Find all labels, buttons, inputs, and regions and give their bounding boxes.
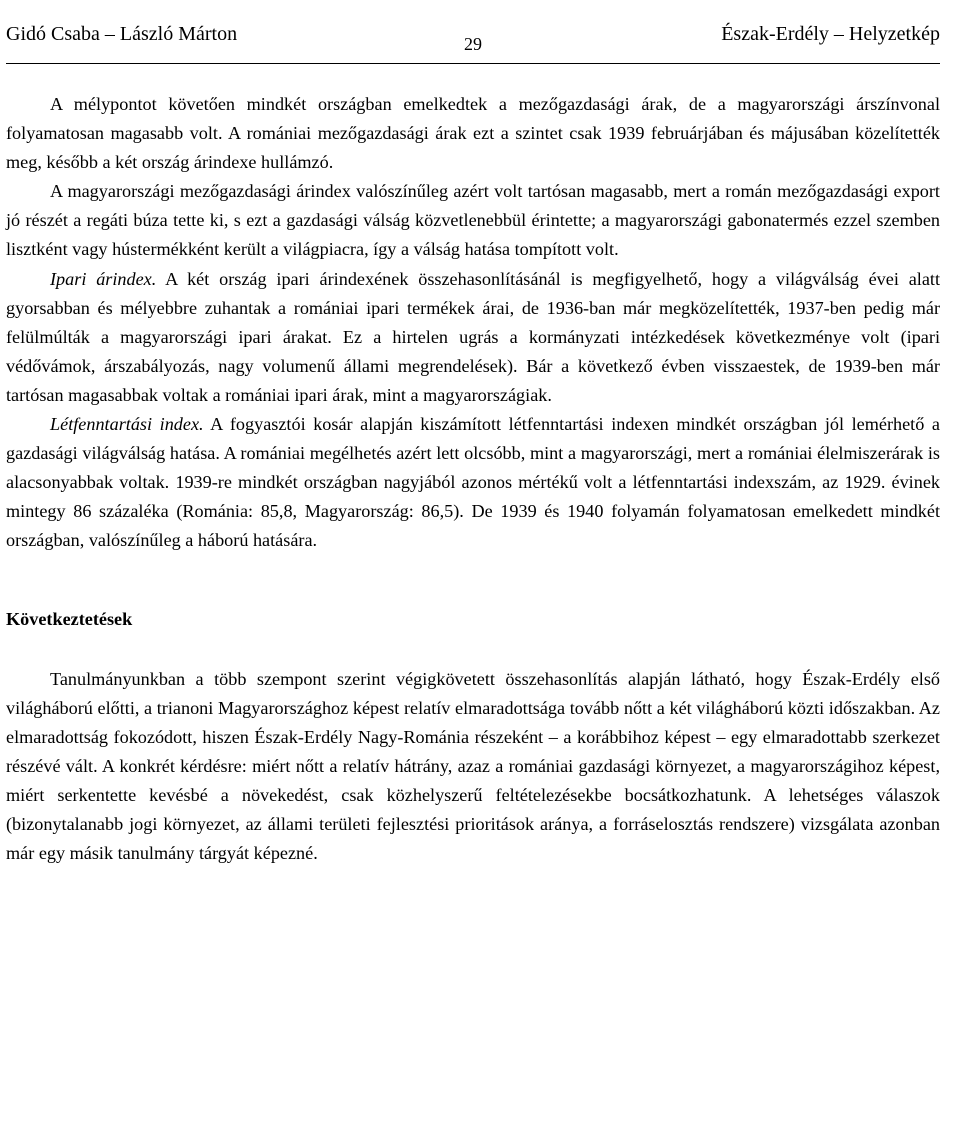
page-number: 29 — [464, 34, 482, 54]
section-heading: Következtetések — [6, 608, 133, 629]
paragraph-3 — [6, 265, 940, 410]
conclusion-paragraph — [6, 665, 940, 869]
header-rule — [6, 63, 940, 64]
paragraph-1 — [6, 90, 940, 177]
running-header — [6, 20, 940, 56]
body-text — [6, 90, 940, 868]
paragraph-3-text: A két ország ipari árindexének összehasonlításánál is megfigyelhető, hogy a világválság évei alatt gyorsabban és mélyebbre zuhantak a romániai ipari termékek árai, de 1936-ban már megközelítették, 1937-ben pedig már felülmúlták a magyarországi ipari árakat. Ez a hirtelen ugrás a kormányzati intézkedések következménye volt (ipari védővámok, árszabályozás, nagy volumenű állami megrendelések). Bár a következő évben visszaestek, de 1939-ben már tartósan magasabbak voltak a romániai ipari árak, mint a magyarországiak. — [6, 268, 940, 405]
document-page — [6, 0, 940, 1123]
paragraph-1-text: A mélypontot követően mindkét országban emelkedtek a mezőgazdasági árak, de a magyarországi árszínvonal folyamatosan magasabb volt. A romániai mezőgazdasági árak ezt a szintet csak 1939 februárjában és májusában közelítették meg, később a két ország árindexe hullámzó. — [6, 94, 940, 173]
paragraph-2-text: A magyarországi mezőgazdasági árindex valószínűleg azért volt tartósan magasabb, mert a román mezőgazdasági export jó részét a regáti búza tette ki, s ezt a gazdasági válság közvetlenebbül érintette; a magyarországi gabonatermés ezzel szemben lisztként vagy hústermékként került a világpiacra, így a válság hatása tompított volt. — [6, 181, 940, 260]
paragraph-4-text: A fogyasztói kosár alapján kiszámított létfenntartási indexen mindkét országban jól lemérhető a gazdasági világválság hatása. A romániai megélhetés azért lett olcsóbb, mint a magyarországi, mert a romániai élelmiszerárak is alacsonyabbak voltak. 1939-re mindkét országban nagyjából azonos mértékű volt a létfenntartási indexszám, az 1929. évinek mintegy 86 százaléka (Románia: 85,8, Magyarország: 86,5). De 1939 és 1940 folyamán folyamatosan emelkedett mindkét országban, valószínűleg a háború hatására. — [6, 414, 940, 551]
run-in-heading-living-cost-index: Létfenntartási index. — [50, 414, 204, 435]
header-authors: Gidó Csaba – László Márton — [6, 23, 238, 45]
paragraph-2 — [6, 177, 940, 264]
conclusion-paragraph-text: Tanulmányunkban a több szempont szerint végigkövetett összehasonlítás alapján látható, hogy Észak-Erdély első világháború előtti, a trianoni Magyarországhoz képest relatív elmaradottsága tovább nőtt a két világháború közti időszakban. Az elmaradottság fokozódott, hiszen Észak-Erdély Nagy-Románia részeként – a korábbihoz képest – egy elmaradottabb szerkezet részévé vált. A konkrét kérdésre: miért nőtt a relatív hátrány, azaz a romániai gazdasági környezet, a magyarországihoz képest, miért serkentette kevésbé a növekedést, csak közhelyszerű feltételezésekbe bocsátkozhatunk. A lehetséges válaszok (bizonytalanabb jogi környezet, az állami területi fejlesztési prioritások aránya, a forráselosztás rendszere) vizsgálata azonban már egy másik tanulmány tárgyát képezné. — [6, 668, 940, 864]
paragraph-4 — [6, 410, 940, 555]
run-in-heading-industrial-index: Ipari árindex. — [50, 268, 157, 289]
header-title: Észak-Erdély – Helyzetkép — [721, 23, 940, 45]
